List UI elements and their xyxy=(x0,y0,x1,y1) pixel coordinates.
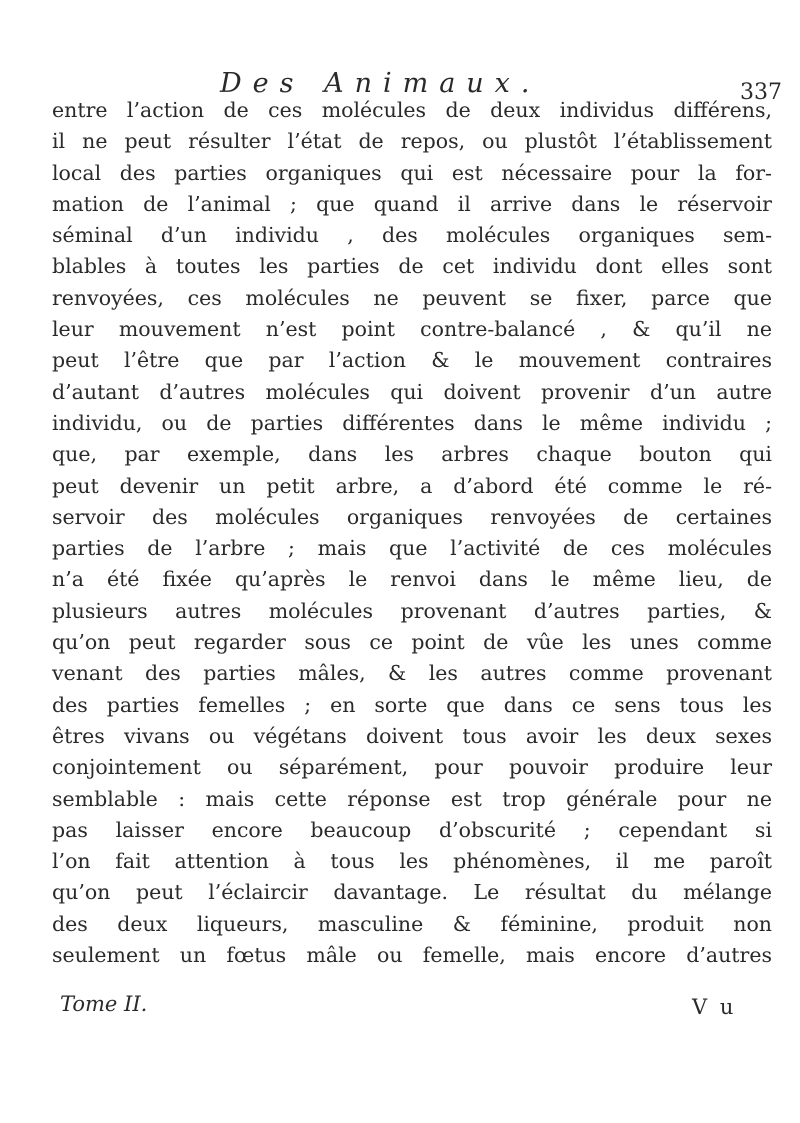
text-line: semblable : mais cette réponse est trop générale pour ne xyxy=(52,786,772,811)
text-line: venant des parties mâles, & les autres comme provenant xyxy=(52,661,772,686)
text-line: que, par exemple, dans les arbres chaque bouton qui xyxy=(52,442,772,467)
text-line: des parties femelles ; en sorte que dans ce sens tous les xyxy=(52,692,772,717)
text-line: d’autant d’autres molécules qui doivent provenir d’un autre xyxy=(52,379,772,404)
text-line: il ne peut résulter l’état de repos, ou plustôt l’établissement xyxy=(52,129,772,154)
running-head: Des Animaux. xyxy=(220,68,541,99)
text-line: êtres vivans ou végétans doivent tous avoir les deux sexes xyxy=(52,723,772,748)
text-line: entre l’action de ces molécules de deux individus différens, xyxy=(52,98,772,122)
signature-mark: V u xyxy=(692,995,737,1019)
text-line: n’a été fixée qu’après le renvoi dans le même lieu, de xyxy=(52,567,772,592)
text-line: l’on fait attention à tous les phénomènes, il me paroît xyxy=(52,849,772,874)
body-text xyxy=(52,95,772,971)
text-line: individu, ou de parties différentes dans le même individu ; xyxy=(52,410,772,435)
text-line: local des parties organiques qui est nécessaire pour la for- xyxy=(52,160,772,185)
text-line: blables à toutes les parties de cet individu dont elles sont xyxy=(52,254,772,279)
text-line: seulement un fœtus mâle ou femelle, mais encore d’autres xyxy=(52,943,772,968)
text-line: mation de l’animal ; que quand il arrive dans le réservoir xyxy=(52,191,772,216)
text-line: servoir des molécules organiques renvoyées de certaines xyxy=(52,504,772,529)
page-number: 337 xyxy=(740,80,782,105)
volume-label: Tome II. xyxy=(60,992,148,1016)
text-line: séminal d’un individu , des molécules organiques sem- xyxy=(52,223,772,248)
text-line: pas laisser encore beaucoup d’obscurité ; cependant si xyxy=(52,817,772,842)
text-line: des deux liqueurs, masculine & féminine, produit non xyxy=(52,911,772,936)
text-line: qu’on peut regarder sous ce point de vûe les unes comme xyxy=(52,630,772,655)
text-line: qu’on peut l’éclaircir davantage. Le résultat du mélange xyxy=(52,880,772,905)
text-line: parties de l’arbre ; mais que l’activité de ces molécules xyxy=(52,536,772,561)
text-line: peut devenir un petit arbre, a d’abord été comme le ré- xyxy=(52,473,772,498)
text-line: peut l’être que par l’action & le mouvement contraires xyxy=(52,348,772,373)
text-line: renvoyées, ces molécules ne peuvent se fixer, parce que xyxy=(52,285,772,310)
text-line: plusieurs autres molécules provenant d’autres parties, & xyxy=(52,598,772,623)
text-line: conjointement ou séparément, pour pouvoir produire leur xyxy=(52,755,772,780)
text-line: leur mouvement n’est point contre-balancé , & qu’il ne xyxy=(52,317,772,342)
